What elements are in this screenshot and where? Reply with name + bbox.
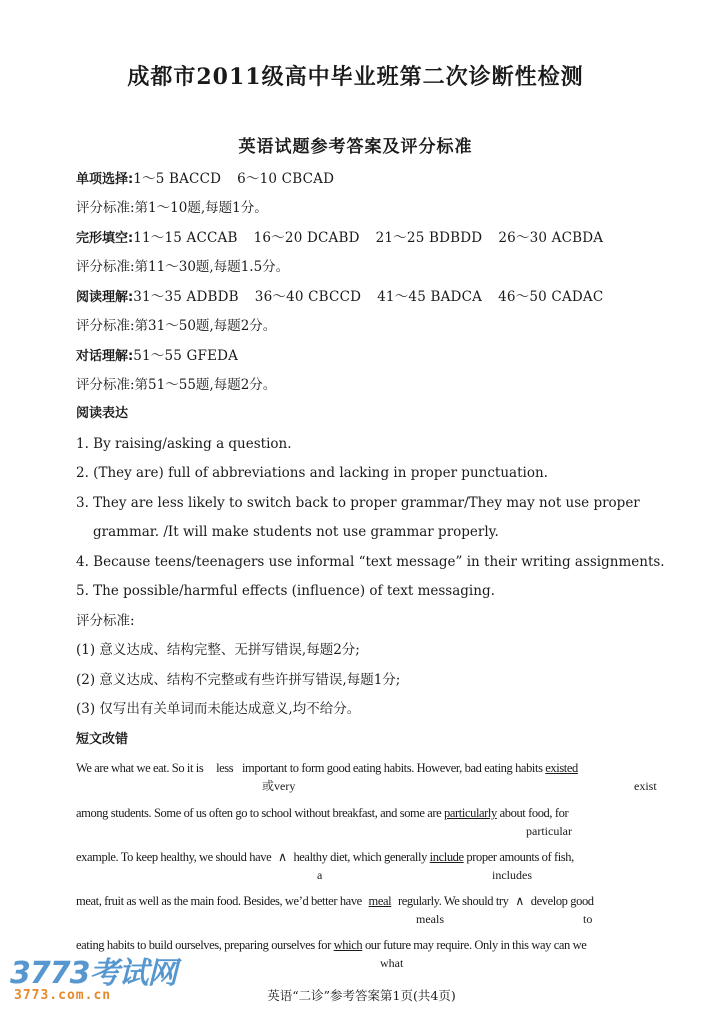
correction-line-3 <box>76 849 574 865</box>
page-subtitle: 英语试题参考答案及评分标准 <box>238 137 473 157</box>
correction-fix: what <box>380 956 404 970</box>
correction-text: our future may require. Only in this way can we <box>364 938 587 952</box>
scoring-item: (2) 意义达成、结构不完整或有些许拼写错误,每题1分; <box>76 672 401 688</box>
scoring-item: (1) 意义达成、结构完整、无拼写错误,每题2分; <box>76 642 360 658</box>
correction-fix: a <box>317 868 323 882</box>
single-choice-label: 单项选择: <box>76 172 134 187</box>
answer-group: 26～30 ACBDA <box>498 230 604 246</box>
correction-text: important to form good eating habits. However, bad eating habits <box>241 761 543 775</box>
correction-heading: 短文改错 <box>76 732 129 747</box>
correction-error-word: particularly <box>444 806 497 820</box>
answer-group: 31～35 ADBDB <box>133 289 239 305</box>
correction-text: develop good <box>530 894 594 908</box>
correction-error-word: existed <box>545 761 578 775</box>
answer-group: 6～10 CBCAD <box>237 171 335 187</box>
cloze-answers <box>76 229 603 248</box>
correction-fix: exist <box>634 779 657 793</box>
correction-text: eating habits to build ourselves, preparing ourselves for <box>76 938 331 952</box>
answer-group: 21～25 BDBDD <box>375 230 483 246</box>
logo-url: 3773.com.cn <box>14 988 112 1003</box>
correction-text: proper amounts of fish, <box>466 850 574 864</box>
answer-group: 46～50 CADAC <box>498 289 604 305</box>
reading-expression-item-cont: grammar. /It will make students not use grammar properly. <box>93 524 499 540</box>
logo-wordmark: 3773考试网 <box>10 956 177 991</box>
correction-error-word: which <box>333 938 363 952</box>
reading-expression-item: 3. They are less likely to switch back to proper grammar/They may not use proper <box>76 495 640 511</box>
answer-group: 41～45 BADCA <box>377 289 483 305</box>
correction-text: healthy diet, which generally <box>293 850 427 864</box>
correction-error-word: less <box>216 761 234 775</box>
reading-answers <box>76 288 603 307</box>
reading-expression-heading: 阅读表达 <box>76 406 129 421</box>
correction-fix: 或very <box>262 779 296 793</box>
correction-line-1 <box>76 760 578 776</box>
answer-group: 16～20 DCABD <box>253 230 360 246</box>
cloze-score: 评分标准:第11～30题,每题1.5分。 <box>76 259 290 275</box>
scoring-item: (3) 仅写出有关单词而未能达成意义,均不给分。 <box>76 701 361 717</box>
single-choice-answers <box>76 170 334 189</box>
correction-fix: meals <box>416 912 444 926</box>
dialogue-answers <box>76 347 238 366</box>
correction-fix: particular <box>526 824 572 838</box>
cloze-label: 完形填空: <box>76 231 134 246</box>
correction-line-2 <box>76 805 568 821</box>
answer-group: 1～5 BACCD <box>133 171 222 187</box>
page-footer: 英语“二诊”参考答案第1页(共4页) <box>267 988 456 1003</box>
correction-fix: includes <box>492 868 532 882</box>
correction-line-4 <box>76 893 594 909</box>
reading-expression-item: 5. The possible/harmful effects (influence) of text messaging. <box>76 583 495 599</box>
dialogue-score: 评分标准:第51～55题,每题2分。 <box>76 377 277 393</box>
correction-text: meat, fruit as well as the main food. Besides, we’d better have <box>76 894 362 908</box>
dialogue-label: 对话理解: <box>76 349 134 364</box>
reading-label: 阅读理解: <box>76 290 134 305</box>
correction-error-word: include <box>429 850 464 864</box>
reading-expression-item: 1. By raising/asking a question. <box>76 436 292 452</box>
correction-text: regularly. We should try <box>397 894 509 908</box>
scoring-heading: 评分标准: <box>76 613 135 629</box>
page-title: 成都市2011级高中毕业班第二次诊断性检测 <box>127 64 584 90</box>
single-choice-score: 评分标准:第1～10题,每题1分。 <box>76 200 268 216</box>
insert-caret: ∧ <box>515 894 525 908</box>
reading-expression-item: 2. (They are) full of abbreviations and lacking in proper punctuation. <box>76 465 548 481</box>
correction-text: We are what we eat. So it is <box>76 761 204 775</box>
answer-group: 51～55 GFEDA <box>133 348 239 364</box>
correction-text: about food, for <box>499 806 569 820</box>
answer-group: 36～40 CBCCD <box>254 289 362 305</box>
answer-group: 11～15 ACCAB <box>133 230 238 246</box>
correction-text: among students. Some of us often go to school without breakfast, and some are <box>76 806 442 820</box>
reading-expression-item: 4. Because teens/teenagers use informal “text message” in their writing assignments. <box>76 554 665 570</box>
correction-error-word: meal <box>368 894 392 908</box>
correction-text: example. To keep healthy, we should have <box>76 850 272 864</box>
insert-caret: ∧ <box>277 850 287 864</box>
correction-fix: to <box>583 912 593 926</box>
reading-score: 评分标准:第31～50题,每题2分。 <box>76 318 277 334</box>
